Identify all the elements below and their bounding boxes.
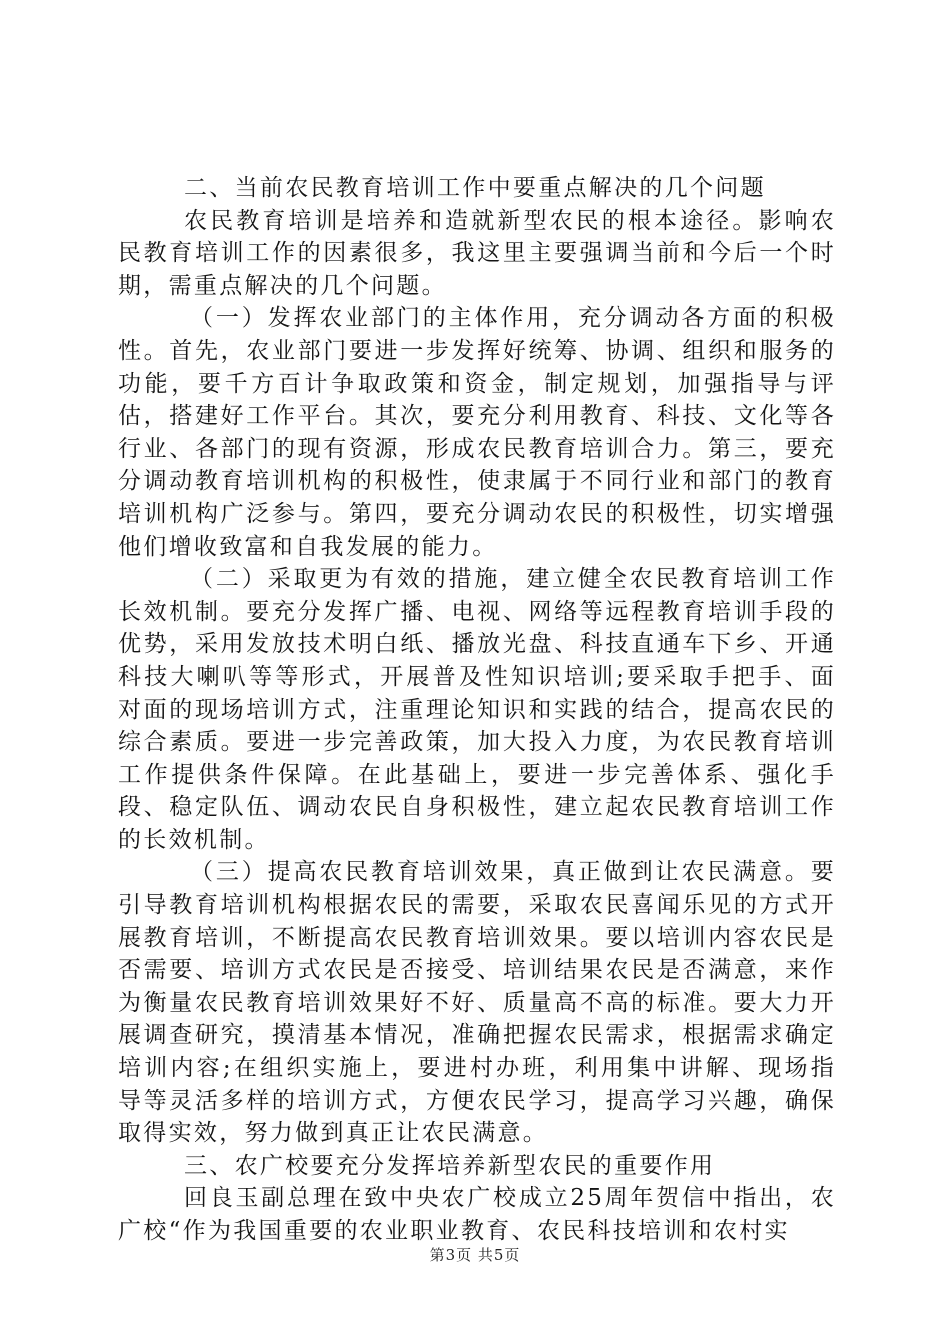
section-heading-2: 二、当前农民教育培训工作中要重点解决的几个问题: [184, 175, 766, 201]
section-heading-3: 三、农广校要充分发挥培养新型农民的重要作用: [184, 1152, 716, 1179]
body-paragraph: （二）采取更为有效的措施，建立健全农民教育培训工作长效机制。要充分发挥广播、电视、网络等远程教育培训手段的优势，采用发放技术明白纸、播放光盘、科技直通车下乡、开通科技大喇叭等等形式，开展普及性知识培训;要采取手把手、面对面的现场培训方式，注重理论知识和实践的结合，提高农民的综合素质。要进一步完善政策，加大投入力度，为农民教育培训工作提供条件保障。在此基础上，要进一步完善体系、强化手段、稳定队伍、调动农民自身积极性，建立起农民教育培训工作的长效机制。: [118, 566, 836, 853]
body-paragraph: 农民教育培训是培养和造就新型农民的根本途径。影响农民教育培训工作的因素很多，我这里主要强调当前和今后一个时期，需重点解决的几个问题。: [118, 207, 836, 299]
body-paragraph: （一）发挥农业部门的主体作用，充分调动各方面的积极性。首先，农业部门要进一步发挥好统筹、协调、组织和服务的功能，要千方百计争取政策和资金，制定规划，加强指导与评估，搭建好工作平台。其次，要充分利用教育、科技、文化等各行业、各部门的现有资源，形成农民教育培训合力。第三，要充分调动教育培训机构的积极性，使隶属于不同行业和部门的教育培训机构广泛参与。第四，要充分调动农民的积极性，切实增强他们增收致富和自我发展的能力。: [118, 305, 836, 560]
body-paragraph: 回良玉副总理在致中央农广校成立25周年贺信中指出，农广校“作为我国重要的农业职业教育、农民科技培训和农村实: [118, 1185, 836, 1244]
document-body: [118, 172, 836, 1248]
page-number-footer: 第3页 共5页: [429, 1246, 521, 1264]
body-paragraph: （三）提高农民教育培训效果，真正做到让农民满意。要引导教育培训机构根据农民的需要，采取农民喜闻乐见的方式开展教育培训，不断提高农民教育培训效果。要以培训内容农民是否需要、培训方式农民是否接受、培训结果农民是否满意，来作为衡量农民教育培训效果好不好、质量高不高的标准。要大力开展调查研究，摸清基本情况，准确把握农民需求，根据需求确定培训内容;在组织实施上，要进村办班，利用集中讲解、现场指导等灵活多样的培训方式，方便农民学习，提高学习兴趣，确保取得实效，努力做到真正让农民满意。: [118, 859, 836, 1147]
